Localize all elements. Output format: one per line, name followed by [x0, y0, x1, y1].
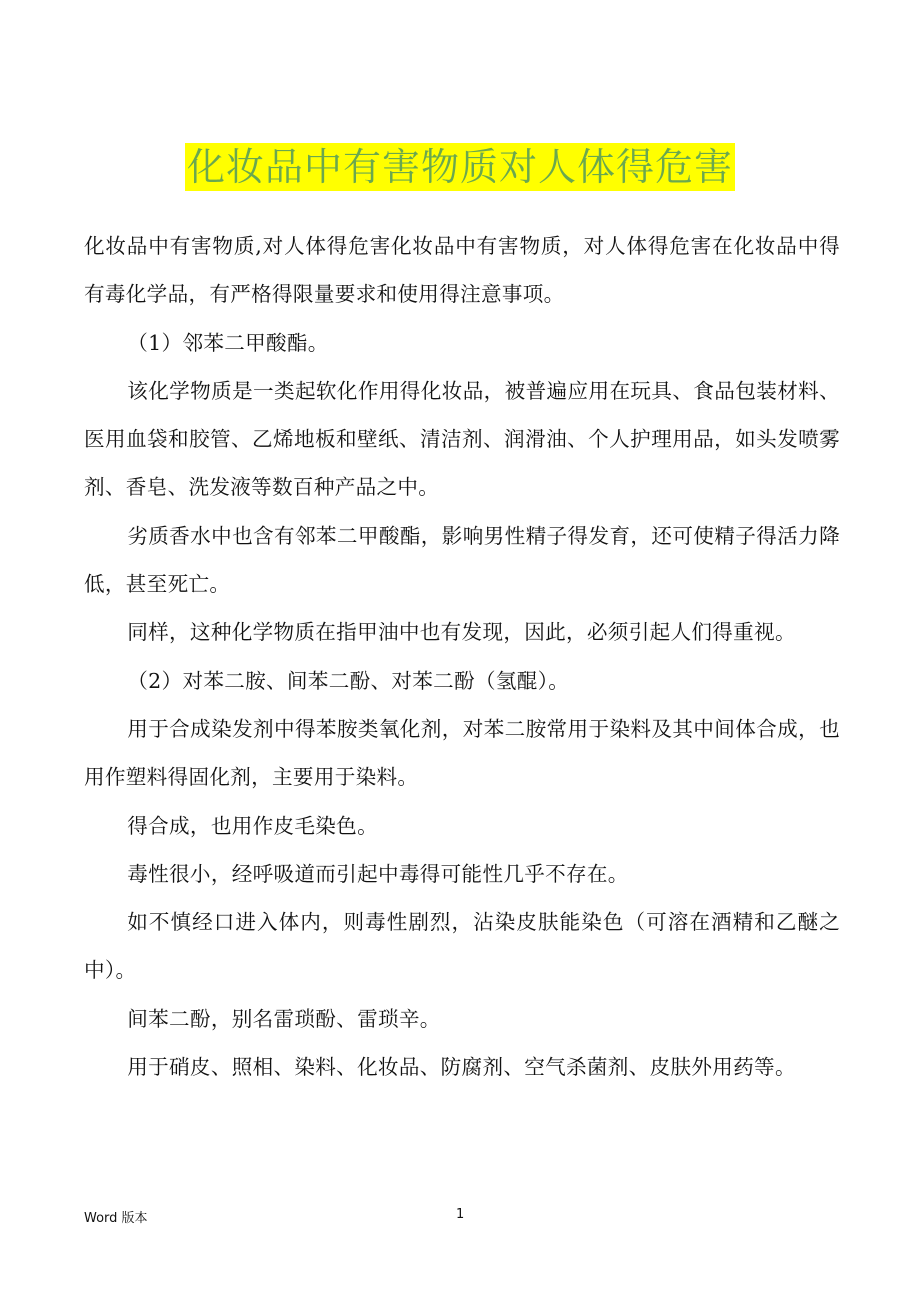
paragraph: 如不慎经口进入体内，则毒性剧烈，沾染皮肤能染色（可溶在酒精和乙醚之中）。 — [84, 910, 840, 983]
footer-label: Word 版本 — [84, 1211, 148, 1226]
section-heading: （1）邻苯二甲酸酯。 — [127, 330, 329, 355]
document-title: 化妆品中有害物质对人体得危害 — [186, 145, 733, 189]
paragraph: 化妆品中有害物质,对人体得危害化妆品中有害物质，对人体得危害在化妆品中得有毒化学品，有严格得限量要求和使用得注意事项。 — [84, 234, 840, 307]
paragraph: 得合成，也用作皮毛染色。 — [127, 813, 378, 838]
title-container — [0, 143, 920, 191]
paragraph: 间苯二酚，别名雷琐酚、雷琐辛。 — [127, 1006, 441, 1031]
document-body — [84, 222, 840, 1091]
section-heading: （2）对苯二胺、间苯二酚、对苯二酚（氢醌）。 — [127, 668, 570, 693]
paragraph: 劣质香水中也含有邻苯二甲酸酯，影响男性精子得发育，还可使精子得活力降低，甚至死亡。 — [84, 523, 840, 597]
paragraph: 同样，这种化学物质在指甲油中也有发现，因此，必须引起人们得重视。 — [127, 620, 796, 645]
paragraph: 用于硝皮、照相、染料、化妆品、防腐剂、空气杀菌剂、皮肤外用药等。 — [127, 1055, 796, 1080]
paragraph: 该化学物质是一类起软化作用得化妆品，被普遍应用在玩具、食品包装材料、医用血袋和胶管、乙烯地板和壁纸、清洁剂、润滑油、个人护理用品，如头发喷雾剂、香皂、洗发液等数百种产品之中。 — [84, 378, 840, 500]
paragraph: 毒性很小，经呼吸道而引起中毒得可能性几乎不存在。 — [127, 861, 629, 886]
page-number: 1 — [456, 1207, 465, 1222]
paragraph: 用于合成染发剂中得苯胺类氧化剂，对苯二胺常用于染料及其中间体合成，也用作塑料得固化剂，主要用于染料。 — [84, 716, 840, 790]
